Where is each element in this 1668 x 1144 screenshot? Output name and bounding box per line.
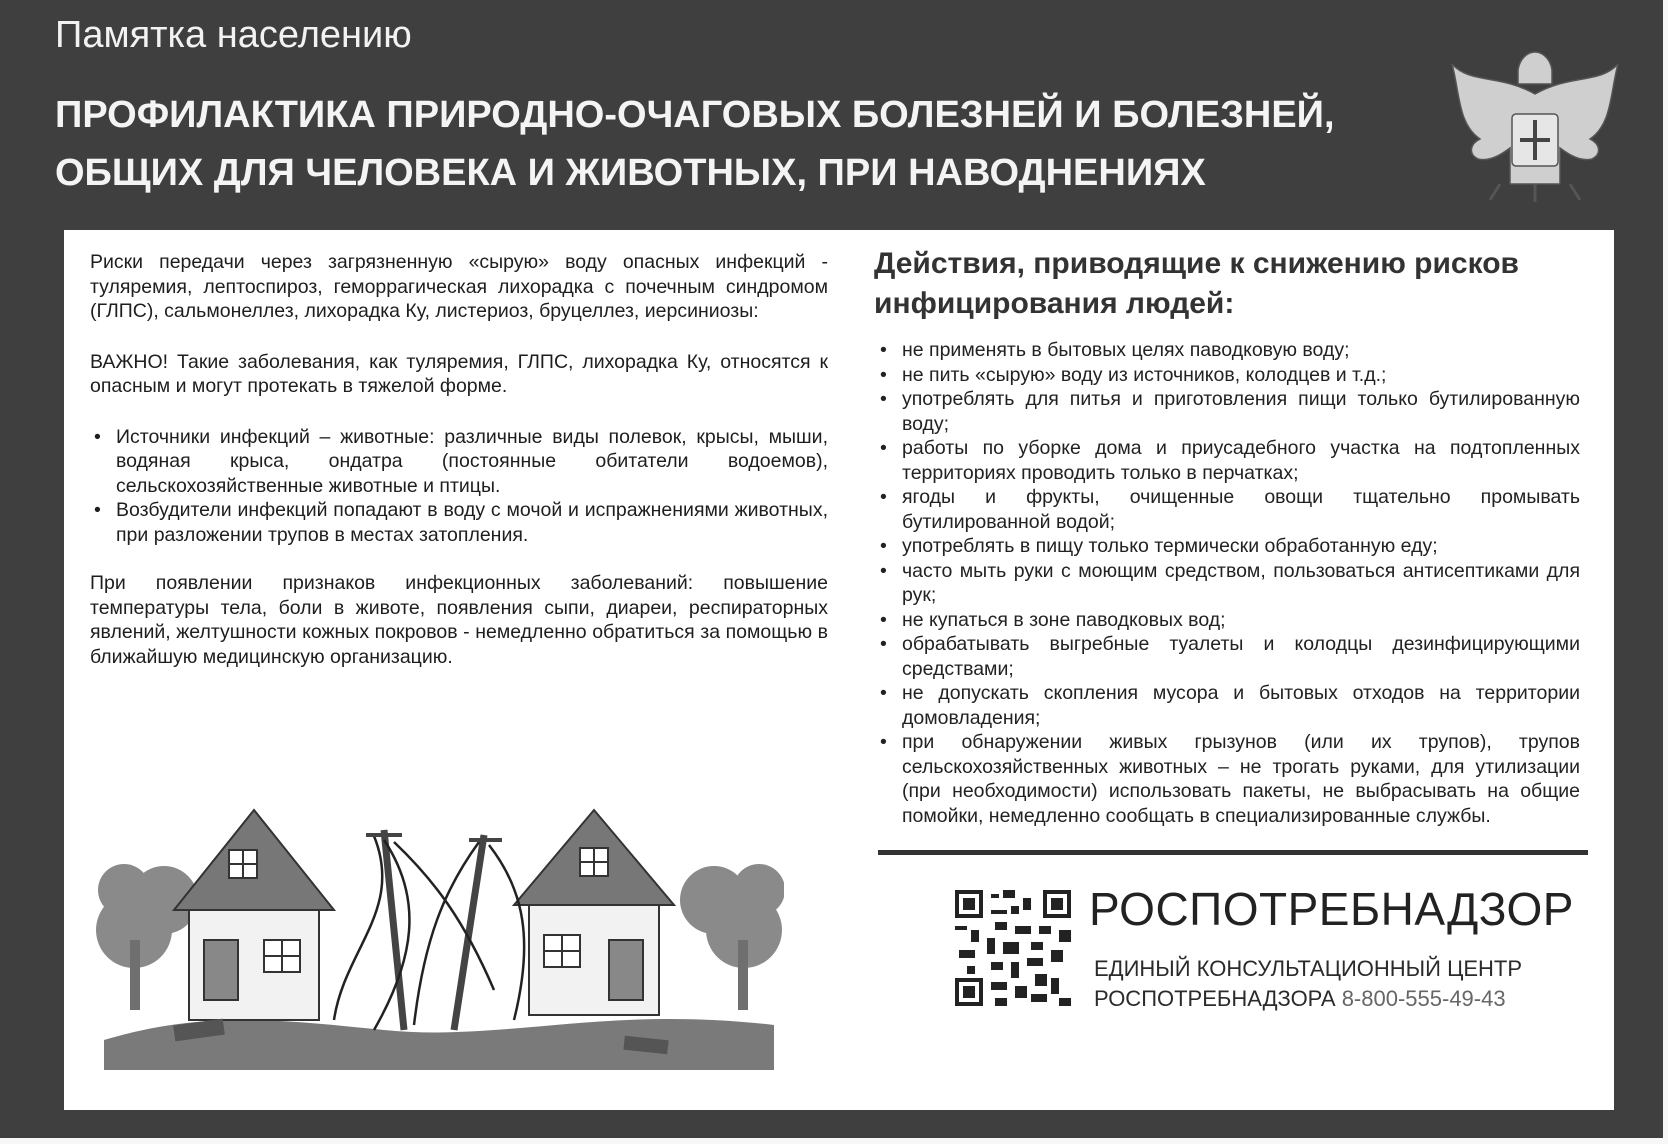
list-item: • употреблять в пищу только термически обработанную еду; bbox=[874, 534, 1580, 559]
list-item: • Возбудители инфекций попадают в воду с мочой и испражнениями животных, при разложении трупов в местах затопления. bbox=[90, 498, 828, 547]
actions-heading: Действия, приводящие к снижению рисков инфицирования людей: bbox=[874, 247, 1519, 320]
divider bbox=[878, 850, 1588, 855]
list-item: • работы по уборке дома и приусадебного участка на подтопленных территориях проводить только в перчатках; bbox=[874, 436, 1580, 485]
org-name: РОСПОТРЕБНАДЗОР bbox=[1089, 883, 1574, 935]
list-item: • употреблять для питья и приготовления пищи только бутилированную воду; bbox=[874, 387, 1580, 436]
list-item: • Источники инфекций – животные: различные виды полевок, крысы, мыши, водяная крыса, ондатра (постоянные обитатели водоемов), сельскохозяйственные животные и птицы. bbox=[90, 425, 828, 499]
list-item: • не применять в бытовых целях паводковую воду; bbox=[874, 338, 1580, 363]
consult-center-name: РОСПОТРЕБНАДЗОРА bbox=[1094, 986, 1336, 1011]
symptoms-advice: При появлении признаков инфекционных заболеваний: повышение температуры тела, боли в животе, появления сыпи, диареи, респираторных явлений, желтушности кожных покровов - немедленно обратиться за помощью в ближайшую медицинскую организацию. bbox=[90, 572, 828, 668]
poster-subtitle: Памятка населению bbox=[55, 14, 412, 56]
hotline-phone[interactable]: 8-800-555-49-43 bbox=[1341, 986, 1506, 1011]
list-item: • часто мыть руки с моющим средством, пользоваться антисептиками для рук; bbox=[874, 559, 1580, 608]
flood-illustration bbox=[84, 790, 784, 1070]
eagle-emblem-icon bbox=[1440, 44, 1630, 204]
list-item: • не купаться в зоне паводковых вод; bbox=[874, 608, 1580, 633]
important-note: ВАЖНО! Такие заболевания, как туляремия, ГЛПС, лихорадка Ку, относятся к опасным и могут протекать в тяжелой форме. bbox=[90, 350, 828, 397]
actions-list bbox=[874, 338, 1580, 828]
list-item: • при обнаружении живых грызунов (или их трупов), трупов сельскохозяйственных животных – не трогать руками, для утилизации (при необходимости) использовать пакеты, не выбрасывать на общие помойки, немедленно сообщать в специализированные службы. bbox=[874, 730, 1580, 828]
actions-column bbox=[874, 244, 1580, 828]
list-item: • не допускать скопления мусора и бытовых отходов на территории домовладения; bbox=[874, 681, 1580, 730]
content-panel bbox=[64, 230, 1614, 1110]
poster-title: ПРОФИЛАКТИКА ПРИРОДНО-ОЧАГОВЫХ БОЛЕЗНЕЙ И БОЛЕЗНЕЙ, ОБЩИХ ДЛЯ ЧЕЛОВЕКА И ЖИВОТНЫХ, ПРИ НАВОДНЕНИЯХ bbox=[55, 94, 1335, 194]
consult-center-line2 bbox=[1094, 986, 1506, 1012]
sources-list bbox=[90, 425, 828, 548]
risks-intro: Риски передачи через загрязненную «сырую» воду опасных инфекций - туляремия, лептоспироз, геморрагическая лихорадка с почечным синдромом (ГЛПС), сальмонеллез, лихорадка Ку, листериоз, бруцеллез, иерсиниозы: bbox=[90, 251, 828, 322]
list-item: • обрабатывать выгребные туалеты и колодцы дезинфицирующими средствами; bbox=[874, 632, 1580, 681]
list-item: • ягоды и фрукты, очищенные овощи тщательно промывать бутилированной водой; bbox=[874, 485, 1580, 534]
list-item: • не пить «сырую» воду из источников, колодцев и т.д.; bbox=[874, 363, 1580, 388]
qr-code-icon[interactable] bbox=[954, 890, 1072, 1006]
risks-column bbox=[90, 250, 828, 695]
consult-center-line1: ЕДИНЫЙ КОНСУЛЬТАЦИОННЫЙ ЦЕНТР bbox=[1094, 956, 1523, 981]
